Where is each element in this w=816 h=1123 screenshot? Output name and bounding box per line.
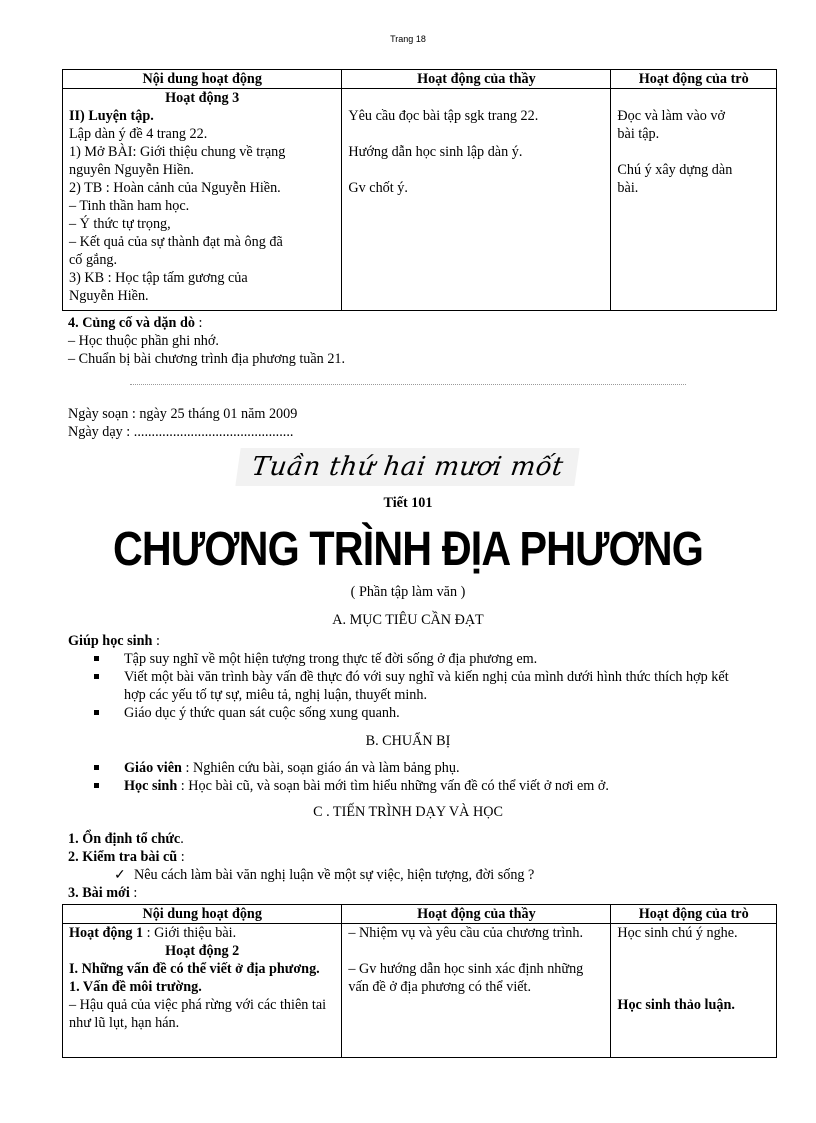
prepare-date: Ngày soạn : ngày 25 tháng 01 năm 2009 xyxy=(68,406,298,422)
content-line: nguyên Nguyễn Hiền. xyxy=(69,162,194,178)
list-item: Viết một bài văn trình bày vấn đề thực đó với suy nghĩ và kiến nghị của mình dưới hình thức thích hợp kết hợp các yếu tố tự sự, miêu tả, nghị luận, thuyết minh. xyxy=(124,668,768,704)
section-a-lead-colon: : xyxy=(152,633,160,649)
content-line: – Ý thức tự trọng, xyxy=(69,216,171,232)
check-icon: ✓ xyxy=(114,867,126,883)
main-title xyxy=(0,524,816,576)
subtitle: ( Phần tập làm văn ) xyxy=(350,584,466,600)
teacher-prep: : Nghiên cứu bài, soạn giáo án và làm bảng phụ. xyxy=(181,760,460,776)
student-line: Học sinh chú ý nghe. xyxy=(617,925,738,941)
list-item xyxy=(124,777,768,795)
content-line: 2) TB : Hoàn cảnh của Nguyễn Hiền. xyxy=(69,180,281,196)
activity-1-text: : Giới thiệu bài. xyxy=(143,925,237,941)
section-a-title: A. MỤC TIÊU CẦN ĐẠT xyxy=(332,612,484,628)
teacher-line: Gv chốt ý. xyxy=(348,180,408,196)
activity-table-1 xyxy=(62,69,777,311)
content-line: – Tinh thần ham học. xyxy=(69,198,190,214)
lesson-number: Tiết 101 xyxy=(383,495,433,511)
check-item xyxy=(68,866,768,884)
section-heading: II) Luyện tập. xyxy=(69,108,154,124)
objectives-list xyxy=(68,650,768,722)
student-line: Đọc và làm vào vở xyxy=(617,108,725,124)
content-line: cố gắng. xyxy=(69,252,118,268)
check-item-text: Nêu cách làm bài văn nghị luận về một sự việc, hiện tượng, đời sống ? xyxy=(134,867,535,883)
teacher-label: Giáo viên xyxy=(124,760,182,776)
student-line: Học sinh thảo luận. xyxy=(617,997,735,1013)
step-1-end: . xyxy=(180,831,184,847)
consolidation-colon: : xyxy=(194,315,203,331)
teacher-cell xyxy=(342,924,611,1058)
week-title xyxy=(0,448,816,486)
consolidation-item: – Chuẩn bị bài chương trình địa phương tuần 21. xyxy=(68,351,346,367)
header-teacher: Hoạt động của thầy xyxy=(342,905,611,924)
preparation-list xyxy=(68,759,768,795)
table-header-row xyxy=(63,905,777,924)
section-heading: I. Những vấn đề có thể viết ở địa phương. xyxy=(69,961,320,977)
content-line: 3) KB : Học tập tấm gương của xyxy=(69,270,248,286)
section-c-title: C . TIẾN TRÌNH DẠY VÀ HỌC xyxy=(313,804,503,820)
main-title-text: CHƯƠNG TRÌNH ĐỊA PHƯƠNG xyxy=(112,523,704,576)
table-row xyxy=(63,89,777,311)
teacher-cell xyxy=(342,89,611,311)
content-cell xyxy=(63,924,342,1058)
activity-1-label: Hoạt động 1 xyxy=(69,925,144,941)
teacher-line: – Nhiệm vụ và yêu cầu của chương trình. xyxy=(348,925,584,941)
consolidation xyxy=(68,314,345,368)
student-label: Học sinh xyxy=(124,778,178,794)
list-item: Giáo dục ý thức quan sát cuộc sống xung quanh. xyxy=(124,704,768,722)
teacher-line: Hướng dẫn học sinh lập dàn ý. xyxy=(348,144,523,160)
list-item xyxy=(124,759,768,777)
sub-heading: 1. Vấn đề môi trường. xyxy=(69,979,202,995)
header-student: Hoạt động của trò xyxy=(611,905,777,924)
teacher-line: Yêu cầu đọc bài tập sgk trang 22. xyxy=(348,108,539,124)
header-content: Nội dung hoạt động xyxy=(63,905,342,924)
student-prep: : Học bài cũ, và soạn bài mới tìm hiểu những vấn đề có thể viết ở nơi em ở. xyxy=(177,778,609,794)
teach-date: Ngày dạy : ............................................. xyxy=(68,424,294,440)
content-line: – Kết quả của sự thành đạt mà ông đã xyxy=(69,234,283,250)
student-cell xyxy=(611,924,777,1058)
step-3: 3. Bài mới xyxy=(68,885,130,901)
dates xyxy=(68,405,297,441)
step-3-end: : xyxy=(129,885,138,901)
content-line: 1) Mở BÀI: Giới thiệu chung về trạng xyxy=(69,144,286,160)
week-title-text: Tuần thứ hai mươi mốt xyxy=(236,448,581,486)
step-1: 1. Ổn định tổ chức xyxy=(68,831,181,847)
header-student: Hoạt động của trò xyxy=(611,70,777,89)
section-a xyxy=(68,632,768,722)
activity-heading: Hoạt động 3 xyxy=(165,90,240,106)
content-cell xyxy=(63,89,342,311)
student-line: bài. xyxy=(617,180,639,196)
section-c xyxy=(68,830,768,902)
header-teacher: Hoạt động của thầy xyxy=(342,70,611,89)
student-line: Chú ý xây dựng dàn xyxy=(617,162,733,178)
student-line: bài tập. xyxy=(617,126,660,142)
table-header-row xyxy=(63,70,777,89)
step-2-end: : xyxy=(177,849,185,865)
content-text: – Hậu quả của việc phá rừng với các thiên tai như lũ lụt, hạn hán. xyxy=(69,997,327,1031)
teacher-line: – Gv hướng dẫn học sinh xác định những vấn đề ở địa phương có thể viết. xyxy=(348,961,584,995)
section-b-title: B. CHUẨN BỊ xyxy=(365,733,451,749)
page-number: Trang 18 xyxy=(390,34,426,44)
separator-line xyxy=(130,384,686,385)
content-line: Nguyễn Hiền. xyxy=(69,288,149,304)
table-row xyxy=(63,924,777,1058)
content-line: Lập dàn ý đề 4 trang 22. xyxy=(69,126,208,142)
consolidation-heading: 4. Củng cố và dặn dò xyxy=(68,315,195,331)
consolidation-item: – Học thuộc phần ghi nhớ. xyxy=(68,333,219,349)
list-item: Tập suy nghĩ về một hiện tượng trong thực tế đời sống ở địa phương em. xyxy=(124,650,768,668)
activity-table-2 xyxy=(62,904,777,1058)
section-b xyxy=(68,759,768,795)
header-content: Nội dung hoạt động xyxy=(63,70,342,89)
student-cell xyxy=(611,89,777,311)
activity-2-heading: Hoạt động 2 xyxy=(165,943,240,959)
section-a-lead: Giúp học sinh xyxy=(68,633,153,649)
step-2: 2. Kiểm tra bài cũ xyxy=(68,849,178,865)
